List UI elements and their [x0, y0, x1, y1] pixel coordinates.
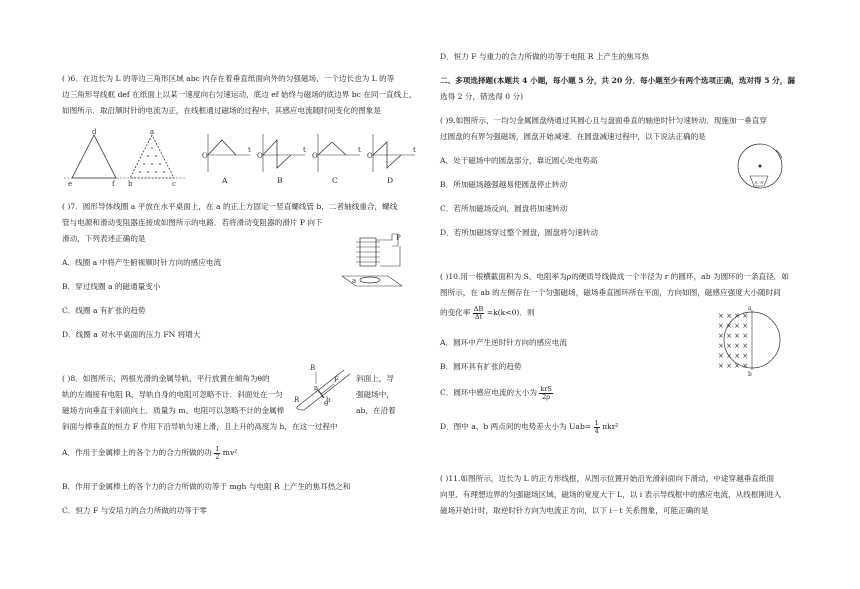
q9-line1: ( )9.如图所示，一均匀金属圆盘绕通过其圆心且与盘面垂直的轴逆时针匀速转动．现施加一垂直穿: [440, 116, 767, 125]
svg-text:t: t: [413, 146, 416, 154]
svg-text:b: b: [128, 180, 133, 188]
svg-text:b: b: [748, 371, 752, 378]
svg-text:× × × ×: × × × ×: [718, 312, 749, 320]
q8-incline-figure: [294, 362, 354, 412]
svg-text:a: a: [352, 277, 357, 285]
q9-option-D: D．若所加磁场穿过整个圆盘，圆盘将匀速转动: [440, 228, 598, 237]
q7-line2: 管与电源和滑动变阻器连接成如图所示的电路．若将滑动变阻器的滑片 P 向下: [62, 218, 323, 227]
q9-disk-figure: [736, 142, 786, 192]
q7-solenoid-figure: [340, 228, 410, 288]
svg-text:θ: θ: [324, 400, 329, 408]
q9-line2: 过圆盘的有界匀强磁场，圆盘开始减速．在圆盘减速过程中，以下说法正确的是: [440, 132, 706, 141]
q10-fraction-den: Δt: [474, 312, 483, 321]
q8-line3: 磁场方向垂直于斜面向上．质量为 m、电阻可以忽略不计的金属棒: [62, 406, 285, 415]
q10-ring-figure: [716, 306, 776, 376]
svg-text:c: c: [172, 180, 176, 188]
q8-line3b: ab，在沿着: [356, 406, 396, 415]
q8-option-A-fraction: [214, 446, 220, 460]
q9-option-C: C．若所加磁场反向，圆盘将加速转动: [440, 204, 568, 213]
svg-text:O: O: [367, 152, 373, 160]
q10-option-C: [440, 386, 553, 400]
q10-line3: [440, 306, 535, 320]
q8-option-A: [62, 446, 237, 460]
q10-option-D-post: πkr²: [602, 422, 619, 431]
svg-text:t: t: [358, 146, 361, 154]
q8-option-B: B．作用于金属棒上的各个力的合力所做的功等于 mgh 与电阻 R 上产生的焦耳热之和: [62, 482, 351, 491]
q6-triangles-figure: [64, 130, 194, 190]
q6-graph-D: [365, 130, 420, 175]
q10-line2: 图所示，在 ab 的左侧存在一个匀强磁场，磁场垂直圆环所在平面，方向如图，磁感应强度大小随时间: [440, 288, 781, 297]
svg-text:t: t: [248, 146, 251, 154]
q10-fraction-num: ΔB: [473, 305, 484, 313]
q8-line1: ( )8．如图所示，两根光滑的金属导轨，平行放置在倾角为θ的: [62, 374, 270, 383]
svg-text:B: B: [310, 364, 316, 372]
svg-text:F: F: [334, 376, 339, 384]
q10-option-D-text: D．图中 a、b 两点间的电势差大小为 Uab=: [440, 422, 592, 431]
q10-line3-post: =k(k<0)．则: [486, 308, 535, 317]
q10-option-B: B．圆环具有扩张的趋势: [440, 362, 522, 371]
svg-text:R: R: [294, 396, 300, 404]
q10-option-C-text: C．圆环中感应电流的大小为: [440, 388, 537, 397]
svg-text:O: O: [312, 152, 318, 160]
q7-line1: ( )7．圆形导体线圈 a 平放在水平桌面上，在 a 的正上方固定一竖直螺线管 b，二者轴线重合，螺线: [62, 202, 398, 211]
q10-option-D: [440, 420, 618, 434]
q8-option-A-num: 1: [215, 445, 220, 453]
svg-text:e: e: [68, 180, 73, 188]
q10-option-D-den: 4: [594, 426, 599, 435]
section-heading-2: 选得 2 分，错选得 0 分): [440, 92, 524, 101]
svg-text:O: O: [202, 152, 208, 160]
q7-line3: 滑动，下列表述正确的是: [62, 234, 146, 243]
q6-option-D: D: [387, 176, 394, 185]
q6-option-B: B: [277, 176, 283, 185]
q10-option-C-num: krS: [540, 385, 552, 393]
q10-option-D-num: 1: [594, 419, 599, 427]
q8-option-A-post: mv²: [222, 448, 238, 457]
svg-text:O: O: [257, 152, 263, 160]
q6-option-C: C: [332, 176, 338, 185]
svg-text:× × × ×: × × × ×: [718, 352, 749, 360]
q6-line2: 边三角形导线框 def 在纸面上以某一速度向右匀速运动，底边 ef 始终与磁场的底边界 bc 在同一直线上，: [62, 90, 417, 99]
svg-text:t: t: [303, 146, 306, 154]
q10-option-C-den: 2ρ: [542, 392, 551, 401]
q11-line2: 向里、有理想边界的匀强磁场区域，磁场的宽度大于 L，以 i 表示导线框中的感应电流，从线框刚进入: [440, 490, 782, 499]
svg-text:a: a: [314, 384, 319, 392]
q11-line3: 磁场开始计时，取逆时针方向为电流正方向，以下 i－t 关系图象，可能正确的是: [440, 506, 709, 515]
svg-text:× × × ×: × × × ×: [718, 332, 749, 340]
q6-line1: ( )6．在边长为 L 的等边三角形区域 abc 内存在着垂直纸面向外的匀强磁场，一个边长也为 L 的等: [62, 74, 395, 83]
svg-text:a: a: [150, 128, 155, 136]
q6-line3: 如图所示．取沿顺时针的电流为正，在线框通过磁场的过程中，其感应电流随时间变化的图象是: [62, 106, 381, 115]
q8-line2: 轨的左端接有电阻 R，导轨自身的电阻可忽略不计．斜面处在一匀: [62, 390, 283, 399]
q8-option-D: D．恒力 F 与重力的合力所做的功等于电阻 R 上产生的焦耳热: [440, 52, 649, 61]
svg-text:P: P: [396, 234, 401, 242]
q10-fraction: [473, 306, 484, 320]
q7-option-C: C．线圈 a 有扩张的趋势: [62, 306, 146, 315]
q9-option-B: B．所加磁场越强越易使圆盘停止转动: [440, 180, 568, 189]
q7-option-A: A．线圈 a 中将产生俯视顺时针方向的感应电流: [62, 258, 222, 267]
q10-option-A: A．圆环中产生逆时针方向的感应电流: [440, 338, 567, 347]
q8-line4: 斜面与棒垂直的恒力 F 作用下沿导轨匀速上滑，且上升的高度为 h，在这一过程中: [62, 422, 338, 431]
q7-option-D: D．线圈 a 对水平桌面的压力 FN 将增大: [62, 330, 201, 339]
svg-text:a: a: [748, 305, 752, 312]
q8-line2b: 强磁场中，: [356, 390, 394, 399]
section-heading: 二、多项选择题(本题共 4 小题，每小题 5 分，共 20 分．每小题至少有两个选项正确，选对得 5 分，漏: [440, 76, 795, 85]
q10-line1: ( )10.用一根横截面积为 S、电阻率为ρ的硬质导线做成一个半径为 r 的圆环，ab 为圆环的一条直径．如: [440, 272, 789, 281]
q8-option-A-text: A．作用于金属棒上的各个力的合力所做的功: [62, 448, 212, 457]
svg-text:× ×: × ×: [754, 180, 764, 186]
svg-text:d: d: [92, 128, 97, 136]
q10-option-C-fraction: [539, 386, 553, 400]
svg-text:× × × ×: × × × ×: [718, 322, 749, 330]
q8-line1b: 斜面上，导: [356, 374, 394, 383]
q10-line3-pre: 的变化率: [440, 308, 471, 317]
q9-option-A: A．处于磁场中的圆盘部分，靠近圆心处电势高: [440, 156, 598, 165]
q8-option-A-den: 2: [215, 452, 220, 461]
svg-text:f: f: [112, 180, 115, 188]
q6-graph-C: [310, 130, 365, 175]
svg-text:× × × ×: × × × ×: [718, 342, 749, 350]
q8-option-C: C．恒力 F 与安培力的合力所做的功等于零: [62, 506, 207, 515]
svg-text:b: b: [326, 396, 331, 404]
q10-option-D-fraction: [594, 420, 600, 434]
q7-option-B: B．穿过线圈 a 的磁通量变小: [62, 282, 161, 291]
q6-graph-A: [200, 130, 255, 175]
q6-option-A: A: [222, 176, 228, 185]
svg-text:× × × ×: × × × ×: [718, 362, 749, 370]
q6-graph-B: [255, 130, 310, 175]
q11-line1: ( )11.如图所示，边长为 L 的正方形线框，从图示位置开始沿光滑斜面向下滑动，中途穿越垂直纸面: [440, 474, 775, 483]
